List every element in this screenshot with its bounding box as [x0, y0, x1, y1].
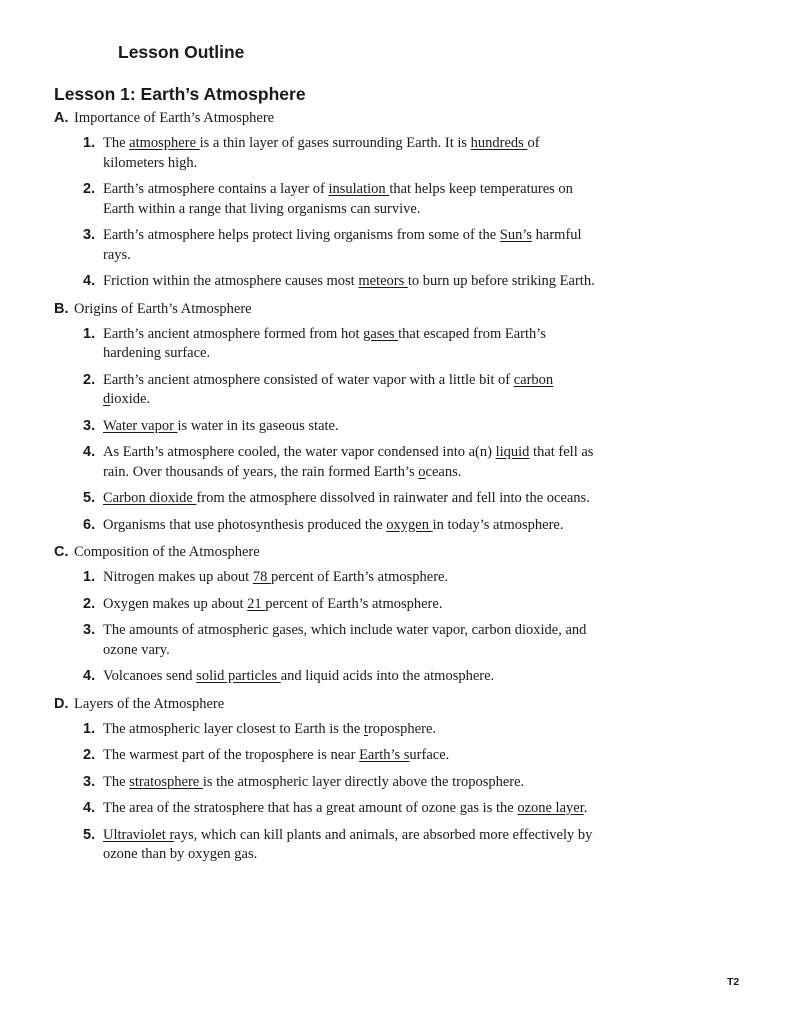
item-text: . — [583, 800, 588, 816]
outline-item — [54, 667, 603, 687]
item-number: 5. — [83, 490, 96, 506]
section-heading-text: Importance of Earth’s Atmosphere — [74, 110, 275, 126]
answer-blank: atmosphere — [129, 135, 200, 151]
item-text: The atmospheric layer closest to Earth is the — [103, 720, 364, 737]
outline-section — [54, 694, 654, 865]
answer-blank: carbon — [513, 371, 554, 388]
item-number: 1. — [83, 720, 96, 737]
item-text: roposphere. — [367, 720, 436, 737]
outline-item — [54, 621, 603, 660]
item-number: 2. — [83, 595, 96, 612]
section-heading-text: Origins of Earth’s Atmosphere — [74, 300, 252, 317]
item-text: As Earth’s atmosphere cooled, the water vapor condensed into a(n) — [103, 444, 496, 460]
item-text: is the atmospheric layer directly above the troposphere. — [202, 773, 525, 790]
item-text: that helps keep temperatures on Earth within a range that living organisms can survive. — [103, 181, 573, 217]
item-text: to burn up before striking Earth. — [407, 273, 595, 289]
section-letter: D. — [54, 695, 69, 712]
answer-blank: ozone layer — [517, 800, 584, 816]
answer-blank: solid particles — [196, 668, 281, 684]
outline-item — [54, 325, 603, 364]
section-letter: C. — [54, 544, 69, 560]
item-number: 4. — [83, 668, 96, 684]
answer-blank: insulation — [328, 181, 390, 197]
item-number: 5. — [83, 826, 96, 843]
answer-blank: oxygen — [386, 516, 433, 533]
lesson-heading: Lesson 1: Earth’s Atmosphere — [54, 84, 306, 104]
item-text: that fell as rain. Over thousands of years, the rain formed Earth’s — [103, 444, 594, 480]
item-text: Nitrogen makes up about — [103, 569, 253, 585]
item-number: 3. — [83, 622, 96, 638]
outline-section — [54, 299, 654, 536]
item-text: ioxide. — [110, 391, 151, 407]
item-number: 1. — [83, 135, 96, 151]
answer-blank: o — [418, 463, 426, 480]
item-number: 1. — [83, 325, 96, 342]
item-text: The — [103, 773, 130, 790]
item-number: 2. — [83, 747, 96, 763]
item-text: Earth’s atmosphere contains a layer of — [103, 181, 329, 197]
lesson-outline — [54, 108, 654, 872]
item-number: 4. — [83, 273, 96, 289]
item-text: is water in its gaseous state. — [177, 417, 339, 434]
item-number: 4. — [83, 800, 96, 816]
answer-blank: t — [363, 720, 368, 737]
outline-item — [54, 417, 603, 437]
item-text: ays, which can kill plants and animals, are absorbed more effectively by ozone than by oxygen gas. — [103, 826, 593, 862]
item-text: harmful rays. — [103, 227, 582, 263]
section-heading — [54, 542, 654, 562]
section-heading — [54, 299, 654, 319]
outline-item — [54, 826, 603, 865]
section-heading — [54, 108, 654, 128]
item-text: urface. — [409, 747, 450, 763]
item-text: The — [103, 135, 130, 151]
item-text: in today’s atmosphere. — [432, 516, 564, 533]
section-letter: B. — [54, 300, 69, 317]
item-text: Oxygen makes up about — [103, 595, 248, 612]
answer-blank: Carbon dioxide — [103, 490, 197, 506]
outline-item — [54, 516, 603, 536]
outline-item — [54, 371, 603, 410]
item-text: Organisms that use photosynthesis produced the — [103, 516, 387, 533]
answer-blank: Ultraviolet r — [103, 826, 175, 843]
item-number: 2. — [83, 181, 96, 197]
outline-item — [54, 134, 603, 173]
item-text: The area of the stratosphere that has a great amount of ozone gas is the — [103, 800, 518, 816]
answer-blank: liquid — [495, 444, 530, 460]
answer-blank: Water vapor — [103, 417, 178, 434]
item-number: 3. — [83, 227, 96, 243]
answer-blank: meteors — [358, 273, 408, 289]
outline-item — [54, 773, 603, 793]
item-text: The amounts of atmospheric gases, which include water vapor, carbon dioxide, and ozone vary. — [103, 622, 587, 658]
page-title: Lesson Outline — [118, 42, 245, 62]
answer-blank: Earth’s s — [359, 747, 410, 763]
item-text: ceans. — [425, 463, 462, 480]
answer-blank: stratosphere — [129, 773, 203, 790]
item-text: Earth’s ancient atmosphere formed from hot — [103, 325, 364, 342]
section-letter: A. — [54, 110, 69, 126]
answer-blank: d — [103, 391, 111, 407]
outline-item — [54, 272, 603, 292]
page-number: T2 — [727, 976, 740, 988]
outline-item — [54, 489, 603, 509]
item-text: Earth’s atmosphere helps protect living organisms from some of the — [103, 227, 500, 243]
outline-item — [54, 568, 603, 588]
section-heading — [54, 694, 654, 714]
item-text: of kilometers high. — [103, 135, 540, 171]
item-text: percent of Earth’s atmosphere. — [265, 595, 443, 612]
item-text: from the atmosphere dissolved in rainwater and fell into the oceans. — [196, 490, 590, 506]
outline-item — [54, 595, 603, 615]
item-text: Earth’s ancient atmosphere consisted of water vapor with a little bit of — [103, 371, 514, 388]
outline-item — [54, 226, 603, 265]
answer-blank: gases — [363, 325, 399, 342]
item-number: 2. — [83, 371, 96, 388]
answer-blank: 78 — [252, 569, 271, 585]
item-number: 3. — [83, 417, 96, 434]
item-text: and liquid acids into the atmosphere. — [280, 668, 495, 684]
item-text: Friction within the atmosphere causes most — [103, 273, 359, 289]
outline-item — [54, 720, 603, 740]
outline-section — [54, 542, 654, 687]
item-number: 4. — [83, 444, 96, 460]
outline-section — [54, 108, 654, 292]
outline-item — [54, 443, 603, 482]
answer-blank: hundreds — [470, 135, 528, 151]
item-number: 6. — [83, 516, 96, 533]
answer-blank: Sun’s — [499, 227, 533, 243]
item-number: 1. — [83, 569, 96, 585]
answer-blank: 21 — [247, 595, 266, 612]
item-text: Volcanoes send — [103, 668, 197, 684]
item-text: The warmest part of the troposphere is near — [103, 747, 360, 763]
outline-item — [54, 799, 603, 819]
outline-item — [54, 180, 603, 219]
outline-item — [54, 746, 603, 766]
section-heading-text: Layers of the Atmosphere — [74, 695, 225, 712]
section-heading-text: Composition of the Atmosphere — [74, 544, 260, 560]
item-text: is a thin layer of gases surrounding Earth. It is — [199, 135, 471, 151]
item-text: that escaped from Earth’s hardening surface. — [103, 325, 546, 361]
item-number: 3. — [83, 773, 96, 790]
item-text: percent of Earth’s atmosphere. — [270, 569, 449, 585]
